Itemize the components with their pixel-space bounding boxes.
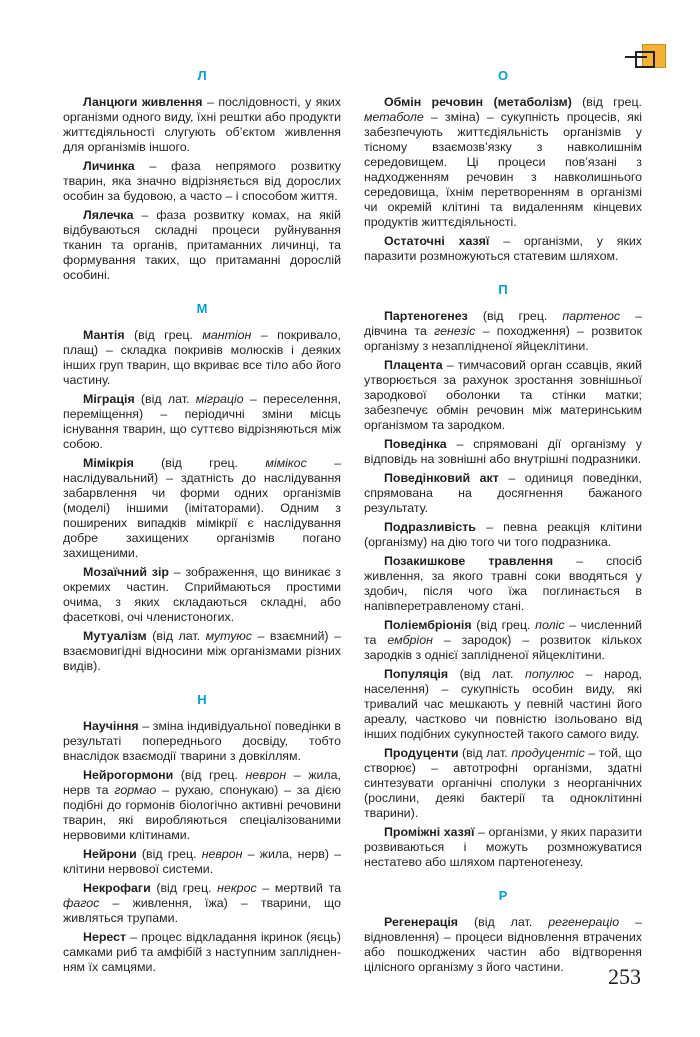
section-letter-p: П <box>498 282 508 297</box>
definition: (від грец. <box>571 95 642 109</box>
term: Мімікрія <box>83 456 134 470</box>
right-column <box>364 68 642 979</box>
definition: – рухаю, спонукаю) – за дією подібні до гормонів біологічно активні речовини тварин, які виробляються спеціалізованими нервовими клітинами. <box>63 783 341 842</box>
definition: – взаємний) – взаємовигідні відносини між організмами різних видів). <box>63 629 341 673</box>
definition: – послідовності, у яких організми одного виду, їхні рештки або продукти життєдіяльності слугують об’єктом живлення для організмів іншого. <box>63 95 341 154</box>
definition: – відновлення) – процеси відновлення втрачених або пошкоджених частин або відтворення цілісного організму з його частини. <box>364 915 642 974</box>
definition: – переселення, переміщення) – періодичні зміни місць існування тварин, що суттєво відрізняються між собою. <box>63 392 341 451</box>
term: Мутуалізм <box>83 629 147 643</box>
entry-nekrofahy <box>63 881 341 926</box>
definition: (від грец. <box>136 847 202 861</box>
term: Научіння <box>83 719 139 733</box>
entry-neirohormony <box>63 768 341 843</box>
definition: – спосіб живлення, за якого травні соки вводяться у здобич, після чого їжа поглинається в напівперетравленому стані. <box>364 554 642 613</box>
term: Плацента <box>384 358 443 372</box>
entry-mozaichnyi <box>63 565 341 625</box>
etymology: ембріон <box>387 633 433 647</box>
definition: – жила, нерв та <box>63 768 341 797</box>
definition: – організми, у яких паразити розвиваються і можуть розмножуватися нестатево або шляхом партеногенезу. <box>364 825 642 869</box>
definition: (від грец. <box>467 309 563 323</box>
entry-mimikriia <box>63 456 341 561</box>
definition: (від лат. <box>146 629 206 643</box>
definition: – наслідувальний) – здатність до наслідування забарвлення чи форми одних організмів (моделі) іншими (імітаторами). Одним з поширених випадків мімікрії є наслідування добре захищених організмів погано захищеними. <box>63 456 341 560</box>
definition: – мертвий та <box>256 881 341 895</box>
etymology: партенос <box>562 309 621 323</box>
definition: – походження) – розвиток організму з незаплідненої яйцеклітини. <box>364 324 642 353</box>
definition: – той, що створює) – автотрофні організми, здатні синтезувати органічні сполуки з неорганічних (рослини, деякі бактерії та одноклітинні тварини). <box>364 746 642 820</box>
etymology: неврон <box>245 768 287 782</box>
definition: – народ, населення) – сукупність особин виду, які тривалий час мешкають у певній частині його ареалу, частково чи повністю ізольовано від інших подібних сукупностей такого самого виду. <box>364 667 642 741</box>
page-number: 253 <box>608 964 641 989</box>
entry-produtsenty <box>364 746 642 821</box>
section-letter-o: О <box>497 68 509 83</box>
definition: – покривало, плащ) – складка покривів молюсків і деяких інших груп тварин, що вкриває все тіло або його частину. <box>63 328 341 387</box>
definition: – дівчина та <box>364 309 642 338</box>
entry-neirony <box>63 847 341 877</box>
etymology: генезіс <box>434 324 476 338</box>
term: Некрофаги <box>83 881 151 895</box>
etymology: некрос <box>217 881 257 895</box>
definition: (від лат. <box>448 667 525 681</box>
term: Проміжні хазяї <box>384 825 475 839</box>
definition: (від грец. <box>133 456 266 470</box>
definition: (від лат. <box>134 392 196 406</box>
definition: (від лат. <box>458 915 549 929</box>
etymology: мутуюс <box>205 629 252 643</box>
entry-mihratsiia <box>63 392 341 452</box>
term: Популяція <box>384 667 449 681</box>
etymology: фагос <box>63 896 100 910</box>
corner-ornament-icon <box>625 44 667 68</box>
definition: (від грец. <box>173 768 246 782</box>
entry-povedinka <box>364 437 642 467</box>
term: Поведінковий акт <box>384 471 499 485</box>
definition: – зміна індивідуальної поведінки в результаті попереднього досвіду, тобто внаслідок взаємодії тварини з довкіллям. <box>63 719 341 763</box>
definition: (від лат. <box>458 746 512 760</box>
entry-lantsiuhy <box>63 95 341 155</box>
entry-platsenta <box>364 358 642 433</box>
definition: – спрямовані дії організму у відповідь на зовнішні або внутрішні подразники. <box>364 437 642 466</box>
term: Лялечка <box>83 208 134 222</box>
term: Личинка <box>83 159 135 173</box>
definition: – зародок) – розвиток кількох зародків з однієї заплідненої яйцеклітини. <box>364 633 642 662</box>
section-letter-r: Р <box>498 888 508 903</box>
etymology: регенераціо <box>548 915 620 929</box>
definition: (від грец. <box>124 328 203 342</box>
term: Мантія <box>83 328 125 342</box>
etymology: мантіон <box>202 328 252 342</box>
term: Подразливість <box>384 520 476 534</box>
definition: – численний та <box>364 618 642 647</box>
term: Позакишкове травлення <box>384 554 554 568</box>
corner-line-icon <box>625 56 647 58</box>
definition: – організми, у яких паразити розмножуються статевим шляхом. <box>364 234 642 263</box>
entry-obmin <box>364 95 642 230</box>
definition: – фаза розвитку комах, на якій відбуваються складні процеси руйнування тканин та органів, притаманних личинці, та формування таких, що притаманні дорослій особині. <box>63 208 341 282</box>
etymology: неврон <box>201 847 243 861</box>
term: Обмін речовин (метаболізм) <box>384 95 572 109</box>
definition: – одиниця поведінки, спрямована на досягнення бажаного результату. <box>364 471 642 515</box>
entry-podraznyvist <box>364 520 642 550</box>
entry-populiatsiia <box>364 667 642 742</box>
etymology: метаболе <box>364 110 424 124</box>
entry-lialechka <box>63 208 341 283</box>
etymology: мімікос <box>265 456 307 470</box>
entry-nauchinnia <box>63 719 341 764</box>
etymology: популюс <box>525 667 575 681</box>
term: Поліембріонія <box>384 618 472 632</box>
definition: – зміна) – сукупність процесів, які забезпечують життєдіяльність організмів у тісному взаємозв’язку з навколишнім середовищем. Ці процеси пов’язані з надходженням речовин з навколишнього середовища, їхнім перетворенням в організмі чи окремій клітині та видаленням кінцевих продуктів життєдіяльності. <box>364 110 642 229</box>
entry-ostatochni <box>364 234 642 264</box>
definition: – певна реакція клітини (організму) на дію того чи того подразника. <box>364 520 642 549</box>
term: Мозаїчний зір <box>83 565 169 579</box>
definition: (від грец. <box>150 881 218 895</box>
definition: (від грец. <box>471 618 536 632</box>
term: Нейрони <box>83 847 137 861</box>
definition: – живлення, їжа) – тварини, що живляться трупами. <box>63 896 341 925</box>
term: Регенерація <box>384 915 459 929</box>
section-letter-m: М <box>196 301 208 316</box>
term: Ланцюги живлення <box>83 95 203 109</box>
definition: – фаза непрямого розвитку тварин, яка значно відрізняється від дорослих особин за будовою, а часто – і способом життя. <box>63 159 341 203</box>
term: Міграція <box>83 392 135 406</box>
term: Остаточні хазяї <box>384 234 490 248</box>
term: Нерест <box>83 930 127 944</box>
entry-partenohenez <box>364 309 642 354</box>
entry-mantiia <box>63 328 341 388</box>
entry-povedinkovyi-akt <box>364 471 642 516</box>
entry-lychynka <box>63 159 341 204</box>
term: Поведінка <box>384 437 447 451</box>
term: Нейрогормони <box>83 768 174 782</box>
entry-poliembrioniia <box>364 618 642 663</box>
section-letter-n: Н <box>197 692 207 707</box>
term: Партеногенез <box>384 309 468 323</box>
term: Продуценти <box>384 746 459 760</box>
etymology: продуцентіс <box>511 746 585 760</box>
definition: – жила, нерв) – клітини нервової системи. <box>63 847 341 876</box>
left-column <box>63 68 341 979</box>
section-letter-l: Л <box>197 68 207 83</box>
entry-nerest <box>63 930 341 975</box>
etymology: поліс <box>535 618 565 632</box>
etymology: міграціо <box>195 392 244 406</box>
definition: – зображення, що виникає з окремих частин. Сприймаються простими очима, з яких складаються складні, або фасеткові, очі членистоногих. <box>63 565 341 624</box>
entry-mutualizm <box>63 629 341 674</box>
definition: – процес відкладання ікринок (яєць) самками риб та амфібій з наступним заплідненням їх самцями. <box>63 930 341 974</box>
entry-promizhni <box>364 825 642 870</box>
etymology: гормао <box>114 783 157 797</box>
outline-square-icon <box>635 51 655 68</box>
entry-rehenератsiia <box>364 915 642 975</box>
definition: – тимчасовий орган ссавців, який утворюється за рахунок зростання зовнішньої зародкової оболонки та стінки матки; забезпечує обмін речовин між материнським організмом та зародком. <box>364 358 642 432</box>
entry-travlennia <box>364 554 642 614</box>
